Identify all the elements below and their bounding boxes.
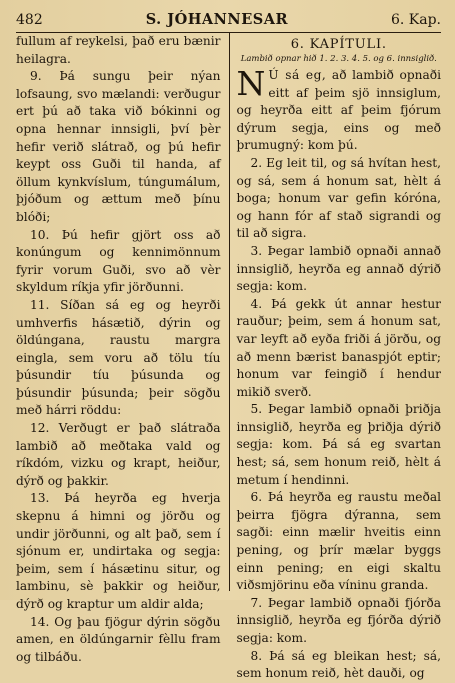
verse-10: 10. Þú hefir gjört oss að konúngum og kennimönnum fyrir vorum Guði, svo að vèr skyldum ríkja yfir jörðunni. (16, 227, 221, 295)
verse-5: 5. Þegar lambið opnaði þriðja innsiglið, heyrða eg þriðja dýrið segja: kom. Þá sá eg svartan hest; sá, sem honum reið, hèlt á metum í hendinni. (236, 402, 441, 487)
text-columns (16, 33, 442, 681)
page-header (16, 10, 441, 29)
verse-8: 8. Þá sá eg bleikan hest; sá, sem honum reið, hèt dauði, og (236, 648, 441, 681)
verse-6: 6. Þá heyrða eg raustu meðal þeirra fjögra dýranna, sem sagði: einn mælir hveitis einn pening, og þrír mælar byggs einn pening; en eigi skaltu viðsmjörinu eða víninu granda. (236, 490, 441, 593)
verse-7: 7. Þegar lambið opnaði fjórða innsiglið, heyrða eg fjórða dýrið segja: kom. (236, 595, 441, 645)
chapter-title: 6. KAPÍTULI. (290, 37, 387, 52)
chapter-summary: Lambið opnar hið 1. 2. 3. 4. 5. og 6. innsiglið. (240, 54, 437, 64)
chapter-reference: 6. Kap. (390, 12, 441, 28)
verse-12: 12. Verðugt er það slátraða lambið að meðtaka vald og ríkdóm, vizku og krapt, heiður, dýrð og þakkir. (16, 421, 221, 488)
verse-1-lead: Ú sá eg, (268, 68, 327, 82)
verse-3: 3. Þegar lambið opnaði annað innsiglið, heyrða eg annað dýrið segja: kom. (236, 243, 441, 294)
verse-1 (236, 64, 442, 155)
verse-1-text: að lambið opnaði eitt af þeim sjö innsiglum, og heyrða eitt af þeim fjórum dýrum segja, eins og með þrumugný: kom þú. (236, 68, 442, 153)
left-column (16, 33, 229, 664)
drop-cap: N (236, 64, 266, 103)
column-divider (229, 33, 230, 591)
verse-2: 2. Eg leit til, og sá hvítan hest, og sá, sem á honum sat, hèlt á boga; honum var gefin kóróna, og hann fór af stað sigrandi og til að sigra. (236, 155, 441, 241)
running-title: S. JÓHANNESAR (145, 11, 289, 28)
verse-8-continued: fullum af reykelsi, það eru bænir heilagra. (16, 34, 221, 66)
right-column (229, 33, 442, 681)
verse-4: 4. Þá gekk út annar hestur rauður; þeim, sem á honum sat, var leyft að eyða friði á jörðu, og að menn bærist banaspjót eptir; honum var feingið í hendur mikið sverð. (236, 296, 441, 399)
verse-13: 13. Þá heyrða eg hverja skepnu á himni og jörðu og undir jörðunni, og alt það, sem í sjónum er, undirtaka og segja: þeim, sem í hásætinu situr, og lambinu, sè þakkir og heiður, dýrð og kraptur um aldir alda; (16, 491, 221, 611)
verse-11: 11. Síðan sá eg og heyrði umhverfis hásætið, dýrin og öldúngana, raustu margra eingla, sem voru að tölu tíu þúsundir tíu þúsunda og þúsundir þúsunda; þeir sögðu með hárri röddu: (16, 297, 221, 418)
verse-14: 14. Og þau fjögur dýrin sögðu amen, en öldúngarnir fèllu fram og tilbáðu. (16, 614, 221, 664)
verse-9: 9. Þá sungu þeir nýan lofsaung, svo mælandi: verðugur ert þú að taka við bókinni og opna hennar innsigli, því þèr hefir verið slátrað, og þú hefir keypt oss Guði til handa, af öllum kynkvíslum, túngumálum, þjóðum og ættum með þínu blóði; (16, 69, 221, 224)
page-number: 482 (16, 12, 43, 28)
